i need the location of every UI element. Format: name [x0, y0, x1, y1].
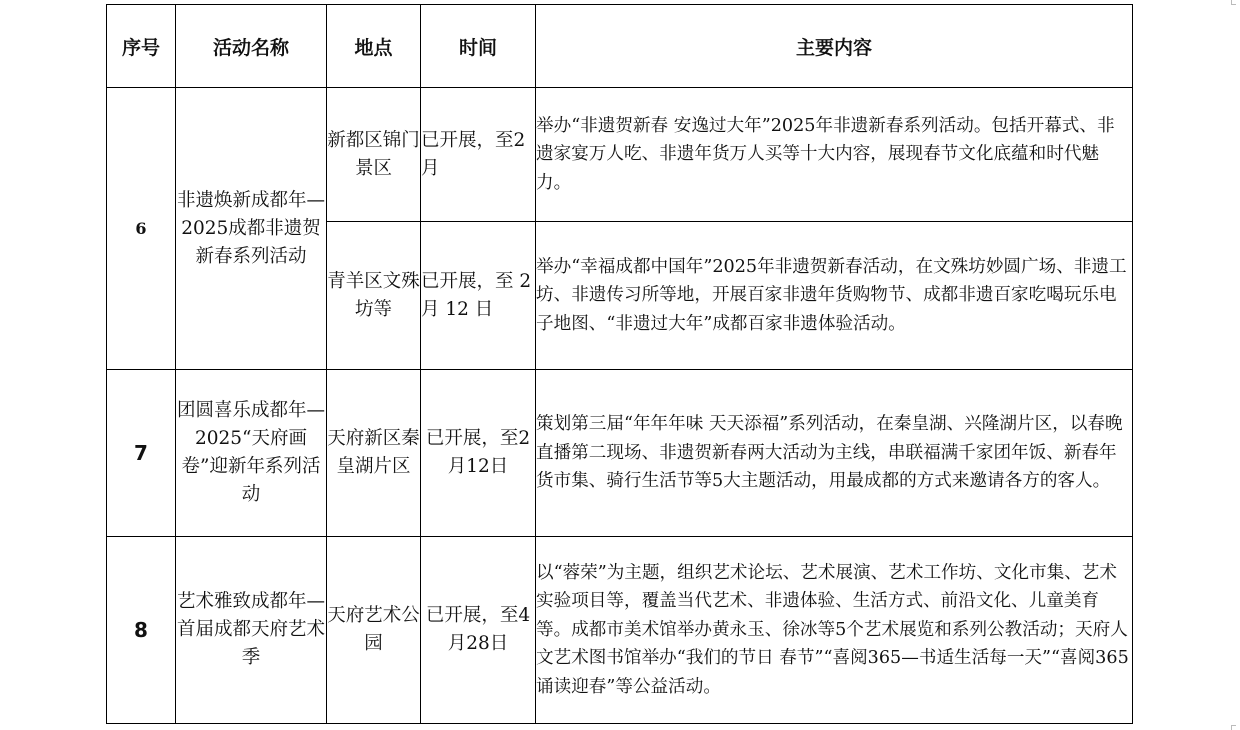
table-row — [107, 88, 1133, 222]
activity-time: 已开展，至 2 月 12 日 — [421, 222, 536, 370]
activity-content: 以“蓉荣”为主题，组织艺术论坛、艺术展演、艺术工作坊、文化市集、艺术实验项目等，覆盖当代艺术、非遗体验、生活方式、前沿文化、儿童美育等。成都市美术馆举办黄永玉、徐冰等5个艺术展览和系列公教活动；天府人文艺术图书馆举办“我们的节日 春节”“喜阅365—书适生活每一天”“喜阅365诵读迎春”等公益活动。 — [536, 537, 1133, 724]
header-content: 主要内容 — [536, 5, 1133, 88]
activity-name: 非遗焕新成都年—2025成都非遗贺新春系列活动 — [176, 88, 327, 370]
header-row — [107, 5, 1133, 88]
header-location: 地点 — [327, 5, 421, 88]
activity-time: 已开展，至2月12日 — [421, 370, 536, 537]
events-table — [106, 4, 1133, 724]
row-index: 7 — [107, 370, 176, 537]
activity-content: 策划第三届“年年年味 天天添福”系列活动，在秦皇湖、兴隆湖片区，以春晚直播第二现场、非遗贺新春两大活动为主线，串联福满千家团年饭、新春年货市集、骑行生活节等5大主题活动，用最成都的方式来邀请各方的客人。 — [536, 370, 1133, 537]
activity-time: 已开展，至4月28日 — [421, 537, 536, 724]
row-index: 8 — [107, 537, 176, 724]
activity-location: 天府新区秦皇湖片区 — [327, 370, 421, 537]
activity-location: 天府艺术公园 — [327, 537, 421, 724]
crop-mark-bottom-right — [1231, 725, 1236, 730]
activity-name: 艺术雅致成都年—首届成都天府艺术季 — [176, 537, 327, 724]
activity-content: 举办“幸福成都中国年”2025年非遗贺新春活动，在文殊坊妙圆广场、非遗工坊、非遗传习所等地，开展百家非遗年货购物节、成都非遗百家吃喝玩乐电子地图、“非遗过大年”成都百家非遗体验活动。 — [536, 222, 1133, 370]
activity-name: 团圆喜乐成都年—2025“天府画卷”迎新年系列活动 — [176, 370, 327, 537]
row-index: 6 — [107, 88, 176, 370]
header-index: 序号 — [107, 5, 176, 88]
header-time: 时间 — [421, 5, 536, 88]
activity-location: 青羊区文殊坊等 — [327, 222, 421, 370]
activity-content: 举办“非遗贺新春 安逸过大年”2025年非遗新春系列活动。包括开幕式、非遗家宴万人吃、非遗年货万人买等十大内容，展现春节文化底蕴和时代魅力。 — [536, 88, 1133, 222]
crop-mark-top-right — [1231, 0, 1236, 5]
activity-location: 新都区锦门景区 — [327, 88, 421, 222]
header-name: 活动名称 — [176, 5, 327, 88]
table-row — [107, 537, 1133, 724]
activity-time: 已开展，至2月 — [421, 88, 536, 222]
table-row — [107, 370, 1133, 537]
